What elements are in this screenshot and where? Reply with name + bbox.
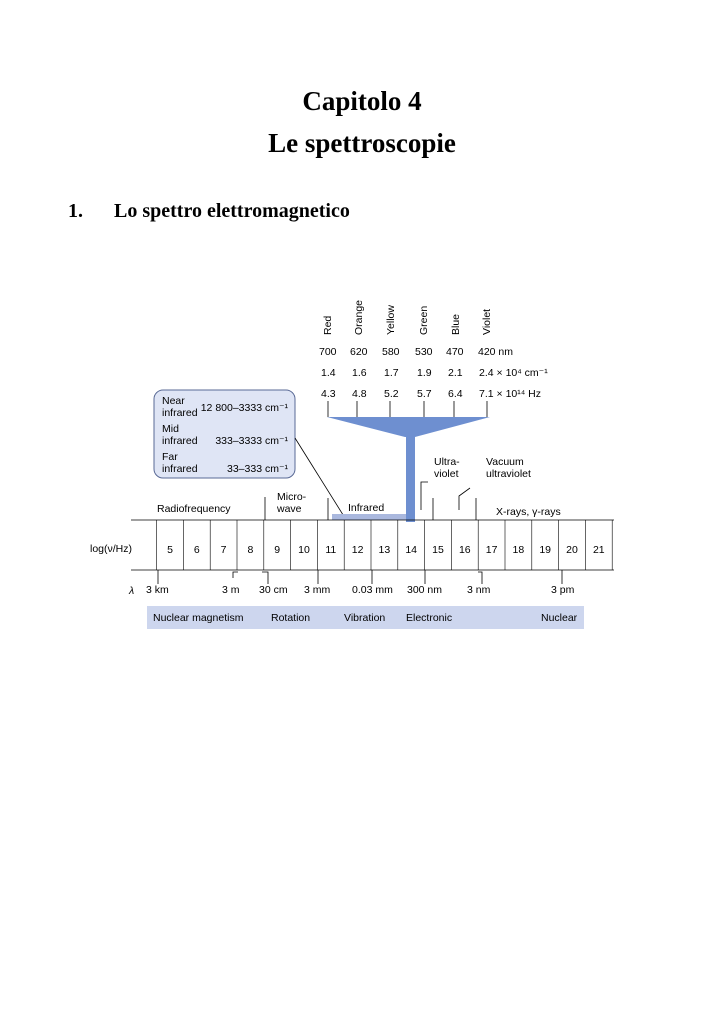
microwave-label-1: Micro-	[277, 491, 307, 503]
mid-infrared-label-2: infrared	[162, 435, 198, 447]
wavenumber-value: 1.6	[352, 367, 367, 379]
log-tick-label: 18	[512, 544, 525, 556]
infrared-region-bar	[332, 514, 406, 520]
radiofrequency-label: Radiofrequency	[157, 503, 231, 515]
wavelength-value: 580	[382, 346, 400, 358]
log-tick-label: 21	[592, 544, 605, 556]
log-ticks-group	[157, 520, 613, 570]
visible-funnel	[327, 417, 490, 437]
wavelength-value: 470	[446, 346, 464, 358]
ultraviolet-pointer	[421, 482, 428, 510]
section-number: 1.	[68, 200, 83, 222]
log-tick-label: 17	[485, 544, 498, 556]
wavelength-value: 530	[415, 346, 433, 358]
chapter-title: Le spettroscopie	[268, 128, 456, 158]
lambda-label: 3 m	[222, 584, 240, 596]
visible-stem	[406, 437, 415, 522]
log-tick-label: 5	[167, 544, 173, 556]
color-red: Red	[322, 315, 334, 335]
frequency-value: 4.3	[321, 388, 336, 400]
log-tick-label: 11	[325, 544, 337, 556]
wavenumber-value: 2.1	[448, 367, 463, 379]
visible-ticks	[328, 401, 487, 417]
wavelength-row	[319, 346, 513, 358]
infrared-connector-line	[295, 438, 345, 518]
wavelength-value: 420 nm	[478, 346, 514, 358]
section-title: Lo spettro elettromagnetico	[114, 200, 350, 222]
far-infrared-label-1: Far	[162, 451, 178, 463]
lambda-label: 3 pm	[551, 584, 575, 596]
lambda-label: 3 mm	[304, 584, 331, 596]
near-infrared-range: 12 800–3333 cm⁻¹	[200, 402, 288, 414]
log-tick-label: 12	[351, 544, 364, 556]
mid-infrared-label-1: Mid	[162, 423, 179, 435]
lambda-label: 30 cm	[259, 584, 288, 596]
log-tick-label: 20	[566, 544, 578, 556]
wavenumber-value: 1.7	[384, 367, 399, 379]
color-blue: Blue	[450, 313, 462, 335]
phenomenon-label: Vibration	[344, 612, 386, 624]
infrared-label: Infrared	[348, 502, 385, 514]
far-infrared-label-2: infrared	[162, 463, 198, 475]
wavelength-markers	[158, 570, 562, 584]
microwave-label-2: wave	[277, 503, 302, 515]
frequency-value: 7.1 × 10¹⁴ Hz	[479, 388, 542, 400]
lambda-label: 0.03 mm	[352, 584, 393, 596]
log-tick-label: 8	[247, 544, 254, 556]
phenomenon-label: Rotation	[271, 612, 311, 624]
lambda-label: 3 nm	[467, 584, 491, 596]
near-infrared-label-2: infrared	[162, 407, 198, 419]
phenomenon-label: Electronic	[406, 612, 453, 624]
frequency-value: 6.4	[448, 388, 463, 400]
log-tick-label: 10	[298, 544, 310, 556]
vacuum-uv-label-2: ultraviolet	[486, 468, 531, 480]
frequency-value: 5.7	[417, 388, 432, 400]
xray-gamma-label: X-rays, γ-rays	[496, 506, 561, 518]
ultraviolet-label-2: violet	[434, 468, 459, 480]
vacuum-uv-pointer	[459, 488, 470, 510]
near-infrared-label-1: Near	[162, 395, 185, 407]
log-axis-label: log(ν/Hz)	[90, 543, 133, 555]
ultraviolet-label-1: Ultra-	[434, 456, 460, 468]
color-orange: Orange	[353, 299, 365, 335]
log-tick-label: 6	[193, 544, 200, 556]
wavelength-value: 700	[319, 346, 337, 358]
log-tick-label: 14	[405, 544, 418, 556]
lambda-label: 300 nm	[407, 584, 443, 596]
lambda-label: 3 km	[146, 584, 169, 596]
frequency-value: 5.2	[384, 388, 399, 400]
frequency-value: 4.8	[352, 388, 367, 400]
phenomenon-label: Nuclear	[541, 612, 578, 624]
wavelength-value: 620	[350, 346, 368, 358]
wavenumber-value: 1.9	[417, 367, 432, 379]
log-tick-label: 7	[220, 544, 227, 556]
wavenumber-row	[321, 367, 548, 379]
frequency-row	[321, 388, 541, 400]
color-violet: Violet	[481, 308, 493, 335]
lambda-symbol: λ	[129, 585, 135, 597]
log-tick-label: 15	[432, 544, 444, 556]
log-tick-label: 19	[539, 544, 552, 556]
color-green: Green	[418, 305, 430, 335]
wavenumber-value: 1.4	[321, 367, 336, 379]
log-tick-label: 9	[274, 544, 281, 556]
color-yellow: Yellow	[385, 305, 397, 335]
mid-infrared-range: 333–3333 cm⁻¹	[215, 435, 288, 447]
phenomenon-label: Nuclear magnetism	[153, 612, 244, 624]
wavenumber-value: 2.4 × 10⁴ cm⁻¹	[479, 367, 548, 379]
log-tick-label: 13	[378, 544, 391, 556]
log-tick-label: 16	[458, 544, 471, 556]
far-infrared-range: 33–333 cm⁻¹	[227, 463, 288, 475]
vacuum-uv-label-1: Vacuum	[486, 456, 524, 468]
chapter-number: Capitolo 4	[302, 86, 422, 116]
